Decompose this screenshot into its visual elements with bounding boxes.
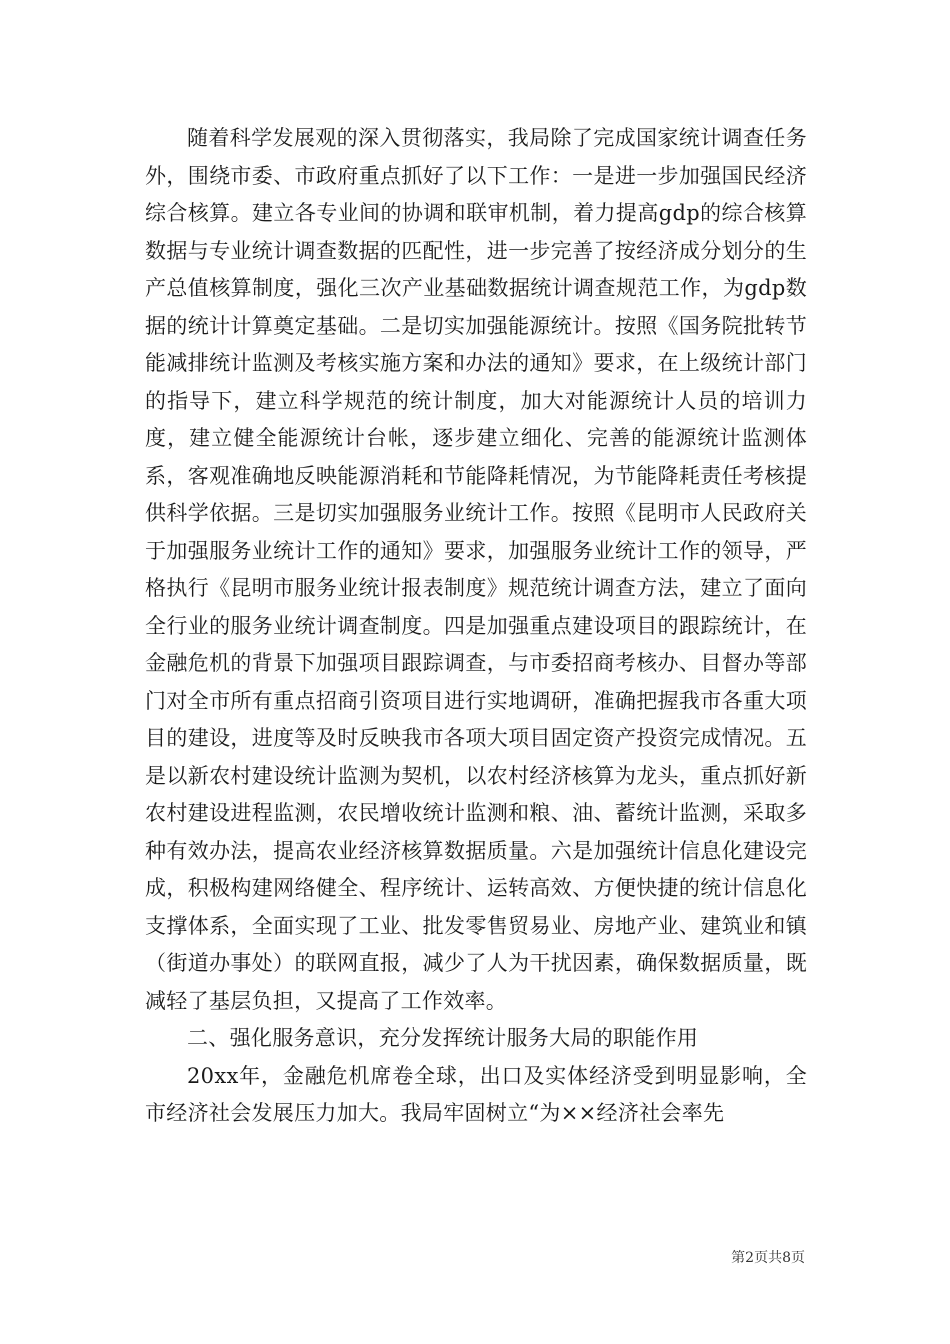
document-body — [145, 120, 807, 1133]
body-paragraph-1: 随着科学发展观的深入贯彻落实，我局除了完成国家统计调查任务外，围绕市委、市政府重点抓好了以下工作：一是进一步加强国民经济综合核算。建立各专业间的协调和联审机制，着力提高gdp的综合核算数据与专业统计调查数据的匹配性，进一步完善了按经济成分划分的生产总值核算制度，强化三次产业基础数据统计调查规范工作，为gdp数据的统计计算奠定基础。二是切实加强能源统计。按照《国务院批转节能减排统计监测及考核实施方案和办法的通知》要求，在上级统计部门的指导下，建立科学规范的统计制度，加大对能源统计人员的培训力度，建立健全能源统计台帐，逐步建立细化、完善的能源统计监测体系，客观准确地反映能源消耗和节能降耗情况，为节能降耗责任考核提供科学依据。三是切实加强服务业统计工作。按照《昆明市人民政府关于加强服务业统计工作的通知》要求，加强服务业统计工作的领导，严格执行《昆明市服务业统计报表制度》规范统计调查方法，建立了面向全行业的服务业统计调查制度。四是加强重点建设项目的跟踪统计，在金融危机的背景下加强项目跟踪调查，与市委招商考核办、目督办等部门对全市所有重点招商引资项目进行实地调研，准确把握我市各重大项目的建设，进度等及时反映我市各项大项目固定资产投资完成情况。五是以新农村建设统计监测为契机，以农村经济核算为龙头，重点抓好新农村建设进程监测，农民增收统计监测和粮、油、蓄统计监测，采取多种有效办法，提高农业经济核算数据质量。六是加强统计信息化建设完成，积极构建网络健全、程序统计、运转高效、方便快捷的统计信息化支撑体系，全面实现了工业、批发零售贸易业、房地产业、建筑业和镇（街道办事处）的联网直报，减少了人为干扰因素，确保数据质量，既减轻了基层负担，又提高了工作效率。 — [145, 126, 807, 1013]
page-number: 第2页共8页 — [731, 1250, 805, 1266]
body-paragraph-2: 20xx年，金融危机席卷全球，出口及实体经济受到明显影响，全市经济社会发展压力加大。我局牢固树立“为××经济社会率先 — [145, 1063, 807, 1125]
section-heading: 二、强化服务意识，充分发挥统计服务大局的职能作用 — [187, 1026, 699, 1050]
